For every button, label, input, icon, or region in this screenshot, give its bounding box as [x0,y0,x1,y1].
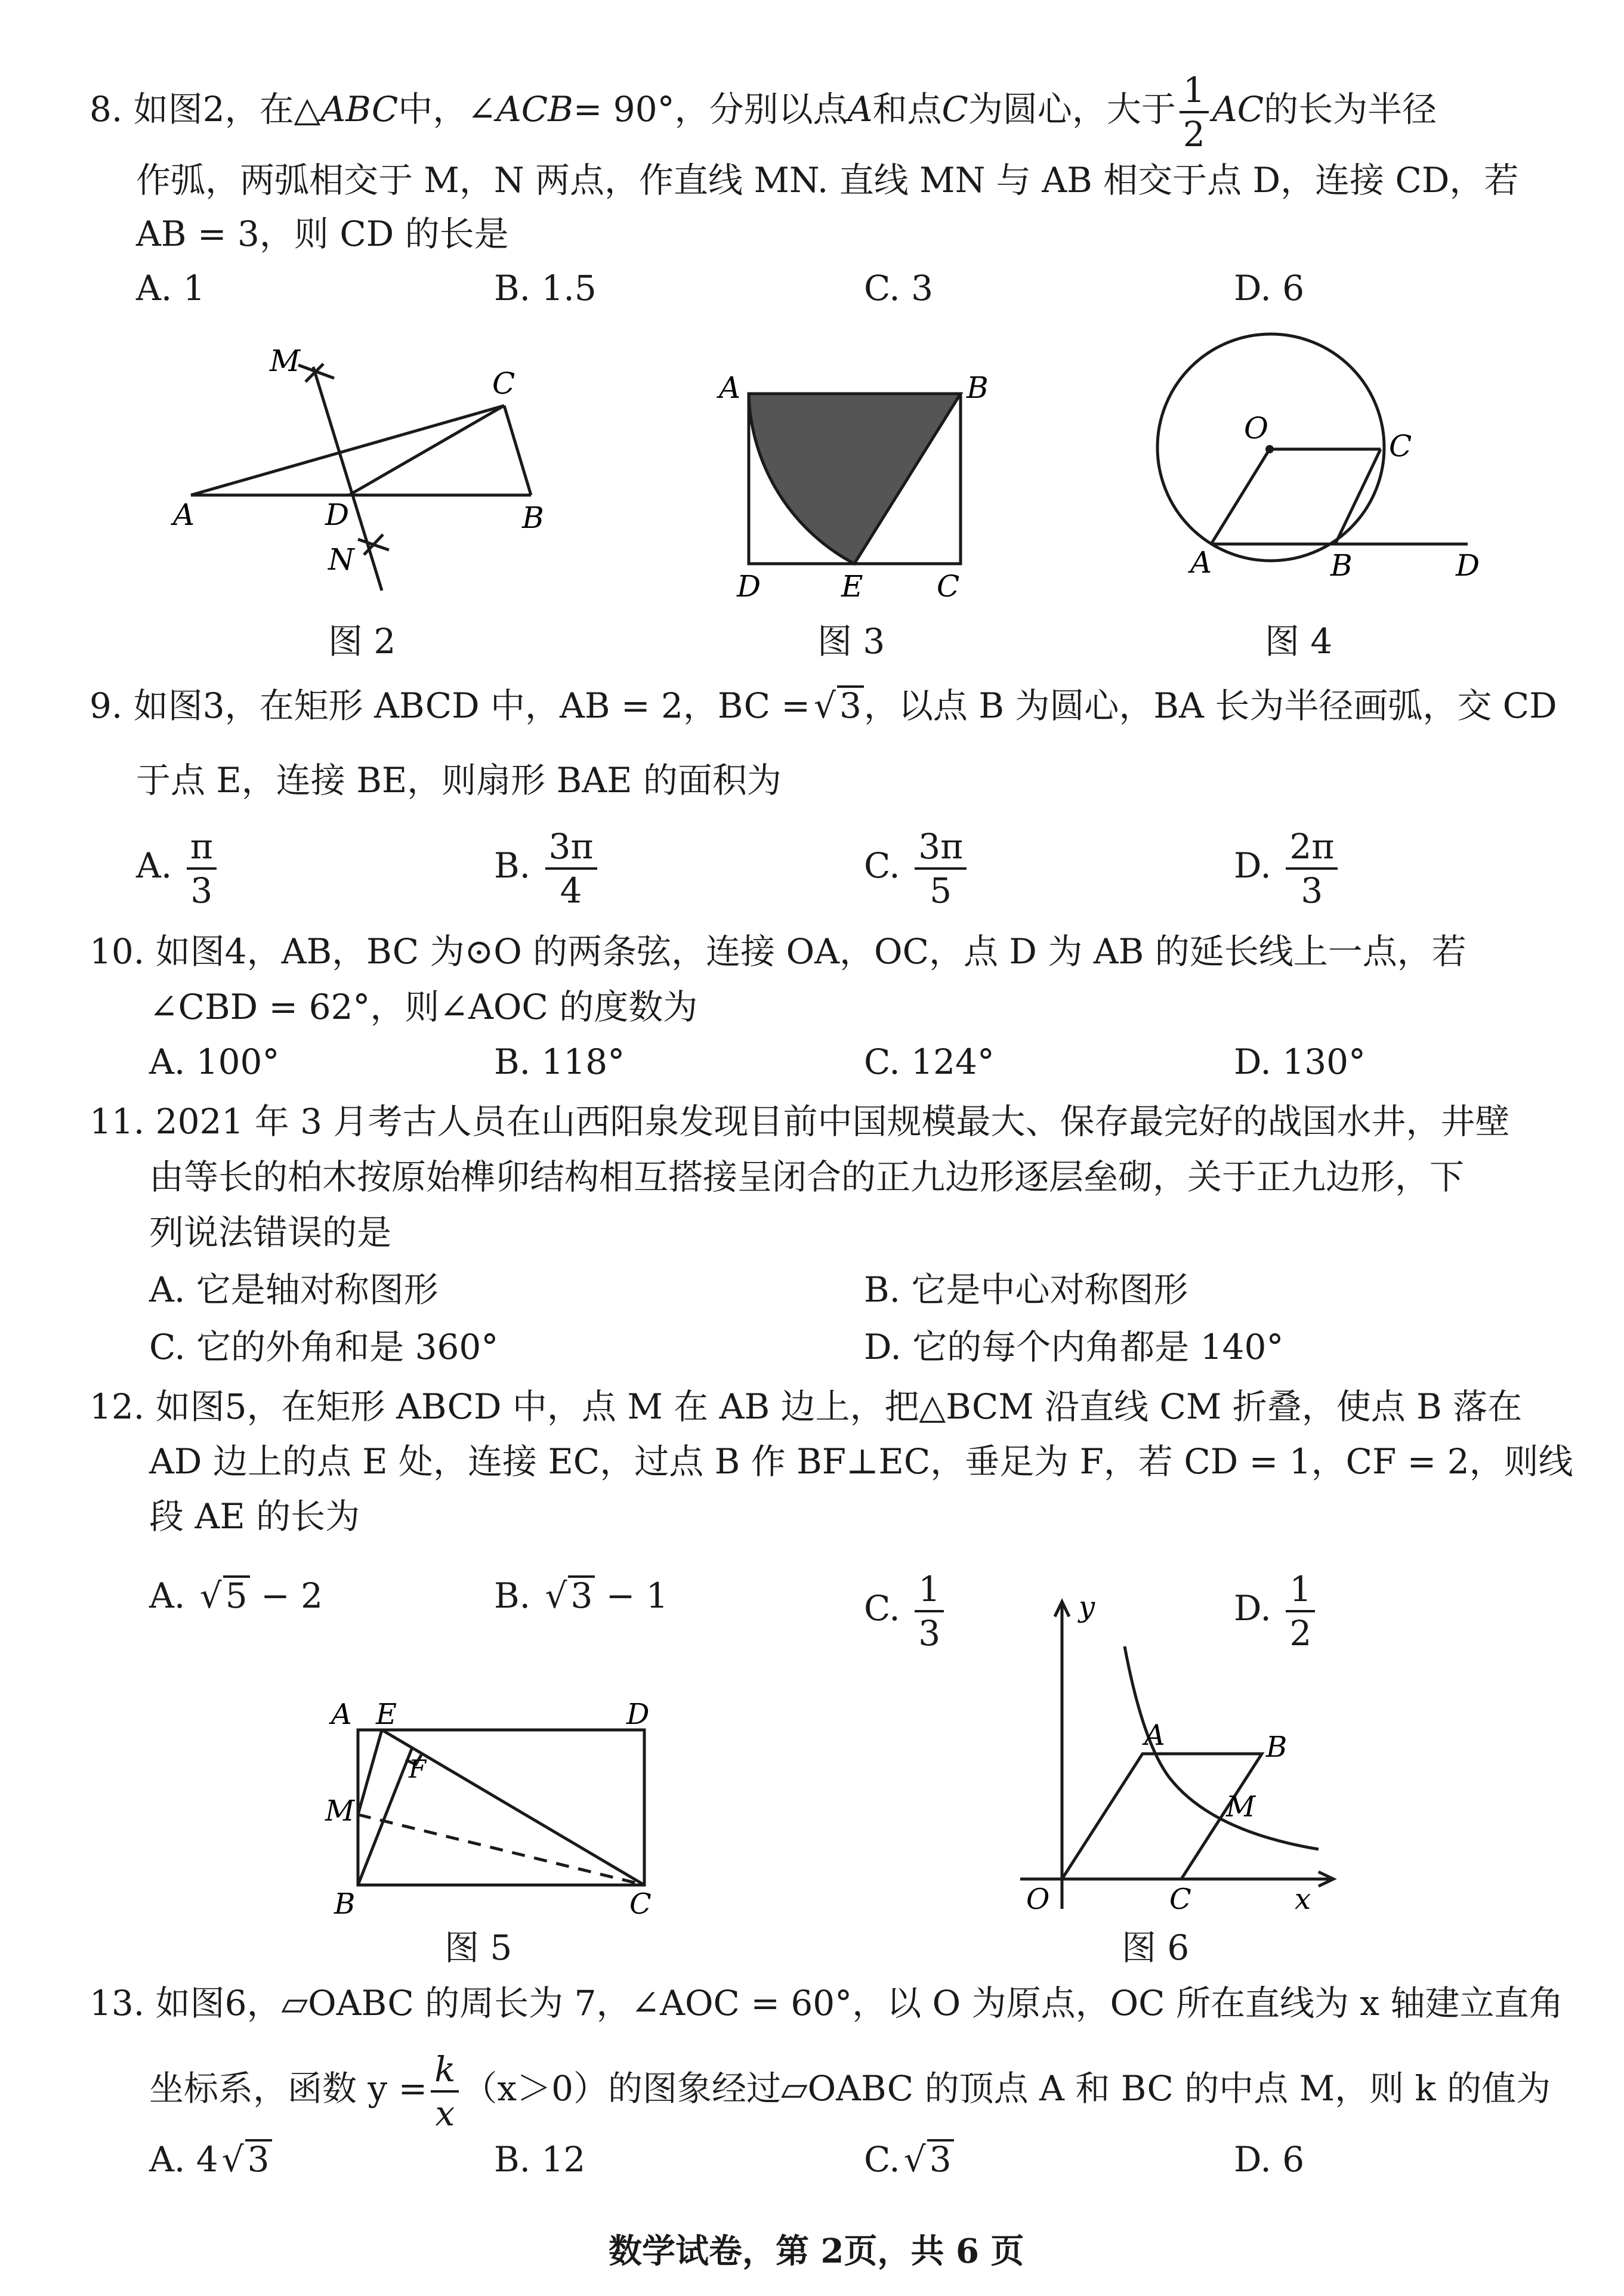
q13-option-c: C. √ 3 [864,2136,954,2183]
q9-option-a: A. $\frac{\pi}{3}$ [136,829,220,908]
fig2-segment-dc [349,406,504,495]
fig4-label-c: C [1389,429,1412,463]
fig3-label-d: D [737,569,761,600]
fig6-label-a: A [1144,1719,1165,1752]
fig2-label-d: D [325,497,350,532]
fig6-label-m: M [1226,1790,1256,1824]
fig5-segment-em [358,1730,382,1815]
q13-option-d: D. 6 [1234,2139,1305,2180]
fig3-label-b: B [967,370,989,405]
q9-option-c: C. $\frac{3\pi}{5}$ [864,829,970,908]
q10-option-a: A. 100° [149,1042,280,1082]
fig6-label-o: O [1026,1883,1050,1916]
fig5-segment-ec [382,1730,644,1885]
figure-2 [167,340,573,602]
q8-option-d: D. 6 [1234,268,1305,308]
q11-line-1: 11. 2021 年 3 月考古人员在山西阳泉发现目前中国规模最大、保存最完好的战国水井，井壁 [89,1101,1510,1142]
q10-line-1: 10. 如图4，AB，BC 为⊙O 的两条弦，连接 OA，OC，点 D 为 AB 的延长线上一点，若 [89,931,1466,972]
fig5-label-c: C [629,1887,652,1921]
fig6-label-b: B [1266,1731,1288,1764]
q12-line-2: AD 边上的点 E 处，连接 EC，过点 B 作 BF⊥EC，垂足为 F，若 CD = 1，CF = 2，则线 [149,1441,1573,1482]
fig5-rectangle-abcd [358,1730,644,1885]
fig4-segment-oa [1211,449,1270,544]
q13-option-b: B. 12 [494,2139,586,2180]
q8-option-c: C. 3 [864,268,934,308]
fig3-label-e: E [841,569,863,600]
fig4-label-d: D [1456,548,1480,583]
fig4-label-o: O [1244,411,1268,446]
figure-3 [713,367,1017,600]
q13-line-1: 13. 如图6，▱OABC 的周长为 7，∠AOC = 60°，以 O 为原点，OC 所在直线为 x 轴建立直角 [89,1983,1564,2023]
fig5-label-a: A [331,1698,352,1731]
fig5-label-m: M [325,1794,355,1828]
q9-line-2: 于点 E，连接 BE，则扇形 BAE 的面积为 [136,760,782,801]
q8-line-3: AB = 3，则 CD 的长是 [136,214,509,254]
fig5-label-f: F [409,1754,427,1784]
q12-option-c: C. $\frac{1}{3}$ [864,1572,947,1651]
q10-line-2: ∠CBD = 62°，则∠AOC 的度数为 [149,987,698,1027]
fig2-label-c: C [492,366,515,401]
fig2-label-b: B [522,500,544,535]
q11-option-a: A. 它是轴对称图形 [149,1269,439,1310]
q10-option-d: D. 130° [1234,1042,1366,1082]
q10-option-b: B. 118° [494,1042,625,1082]
fig2-segment-cb [504,406,531,495]
q12-option-a: A. √ 5 − 2 [149,1575,323,1616]
q12-line-3: 段 AE 的长为 [149,1496,360,1537]
q8-line-1: 8. 如图2，在△ABC中，∠ACB= 90°，分别以点A和点C为圆心，大于 $\frac{1}{2}$ AC的长为半径 [89,70,1437,154]
fig5-caption: 图 5 [444,1927,512,1968]
fig2-label-n: N [328,542,354,577]
q9-line-1: 9. 如图3，在矩形 ABCD 中，AB = 2，BC = √ 3，以点 B 为圆心，BA 长为半径画弧，交 CD [89,685,1557,726]
q9-option-b: B. $\frac{3\pi}{4}$ [494,829,601,908]
fig2-label-m: M [270,344,301,378]
sqrt-3: 3 [837,685,864,724]
fig5-label-b: B [334,1887,356,1921]
q11-line-3: 列说法错误的是 [149,1212,392,1253]
q11-option-d: D. 它的每个内角都是 140° [864,1327,1284,1367]
fig6-label-y: y [1079,1590,1095,1624]
q12-option-d: D. $\frac{1}{2}$ [1234,1572,1319,1651]
figure-6 [1008,1587,1342,1921]
q10-option-c: C. 124° [864,1042,995,1082]
fig5-label-d: D [626,1698,650,1731]
fig5-label-e: E [376,1698,397,1731]
fig5-dashed-cm [358,1815,644,1885]
fig6-label-x: x [1295,1883,1311,1916]
q8-option-b: B. 1.5 [494,268,597,308]
q8-line-2: 作弧，两弧相交于 M，N 两点，作直线 MN. 直线 MN 与 AB 相交于点 D，连接 CD，若 [136,160,1519,200]
fig2-label-a: A [173,497,195,532]
fig3-label-a: A [719,370,741,405]
fig3-caption: 图 3 [817,621,885,662]
fig6-caption: 图 6 [1122,1927,1190,1968]
q12-line-1: 12. 如图5，在矩形 ABCD 中，点 M 在 AB 边上，把△BCM 沿直线 CM 折叠，使点 B 落在 [89,1386,1523,1427]
q11-option-c: C. 它的外角和是 360° [149,1327,499,1367]
page-footer: 数学试卷，第 2页，共 6 页 [609,2232,1024,2271]
fraction-one-half: $\frac{1}{2}$ [1180,73,1209,152]
fig6-label-c: C [1169,1883,1191,1916]
fig2-caption: 图 2 [328,621,396,662]
q12-option-b: B. √ 3 − 1 [494,1575,668,1616]
q9-option-d: D. $\frac{2\pi}{3}$ [1234,829,1341,908]
q11-option-b: B. 它是中心对称图形 [864,1269,1188,1310]
fig3-shaded-sector [749,394,961,564]
q13-line-2: 坐标系，函数 y = $\frac{k}{x}$ （x＞0）的图象经过▱OABC 的顶点 A 和 BC 的中点 M，则 k 的值为 [149,2049,1551,2134]
q8-option-a: A. 1 [136,268,205,308]
fig4-caption: 图 4 [1265,621,1333,662]
figure-5 [316,1688,686,1921]
q11-line-2: 由等长的柏木按原始榫卯结构相互搭接呈闭合的正九边形逐层垒砌，关于正九边形，下 [149,1157,1465,1197]
figure-4 [1134,322,1527,597]
fig4-center-dot [1265,445,1274,453]
fig4-label-b: B [1330,548,1353,583]
q13-option-a: A. 4 √ 3 [149,2136,272,2183]
fig3-label-c: C [937,569,960,600]
fig4-label-a: A [1190,545,1212,580]
